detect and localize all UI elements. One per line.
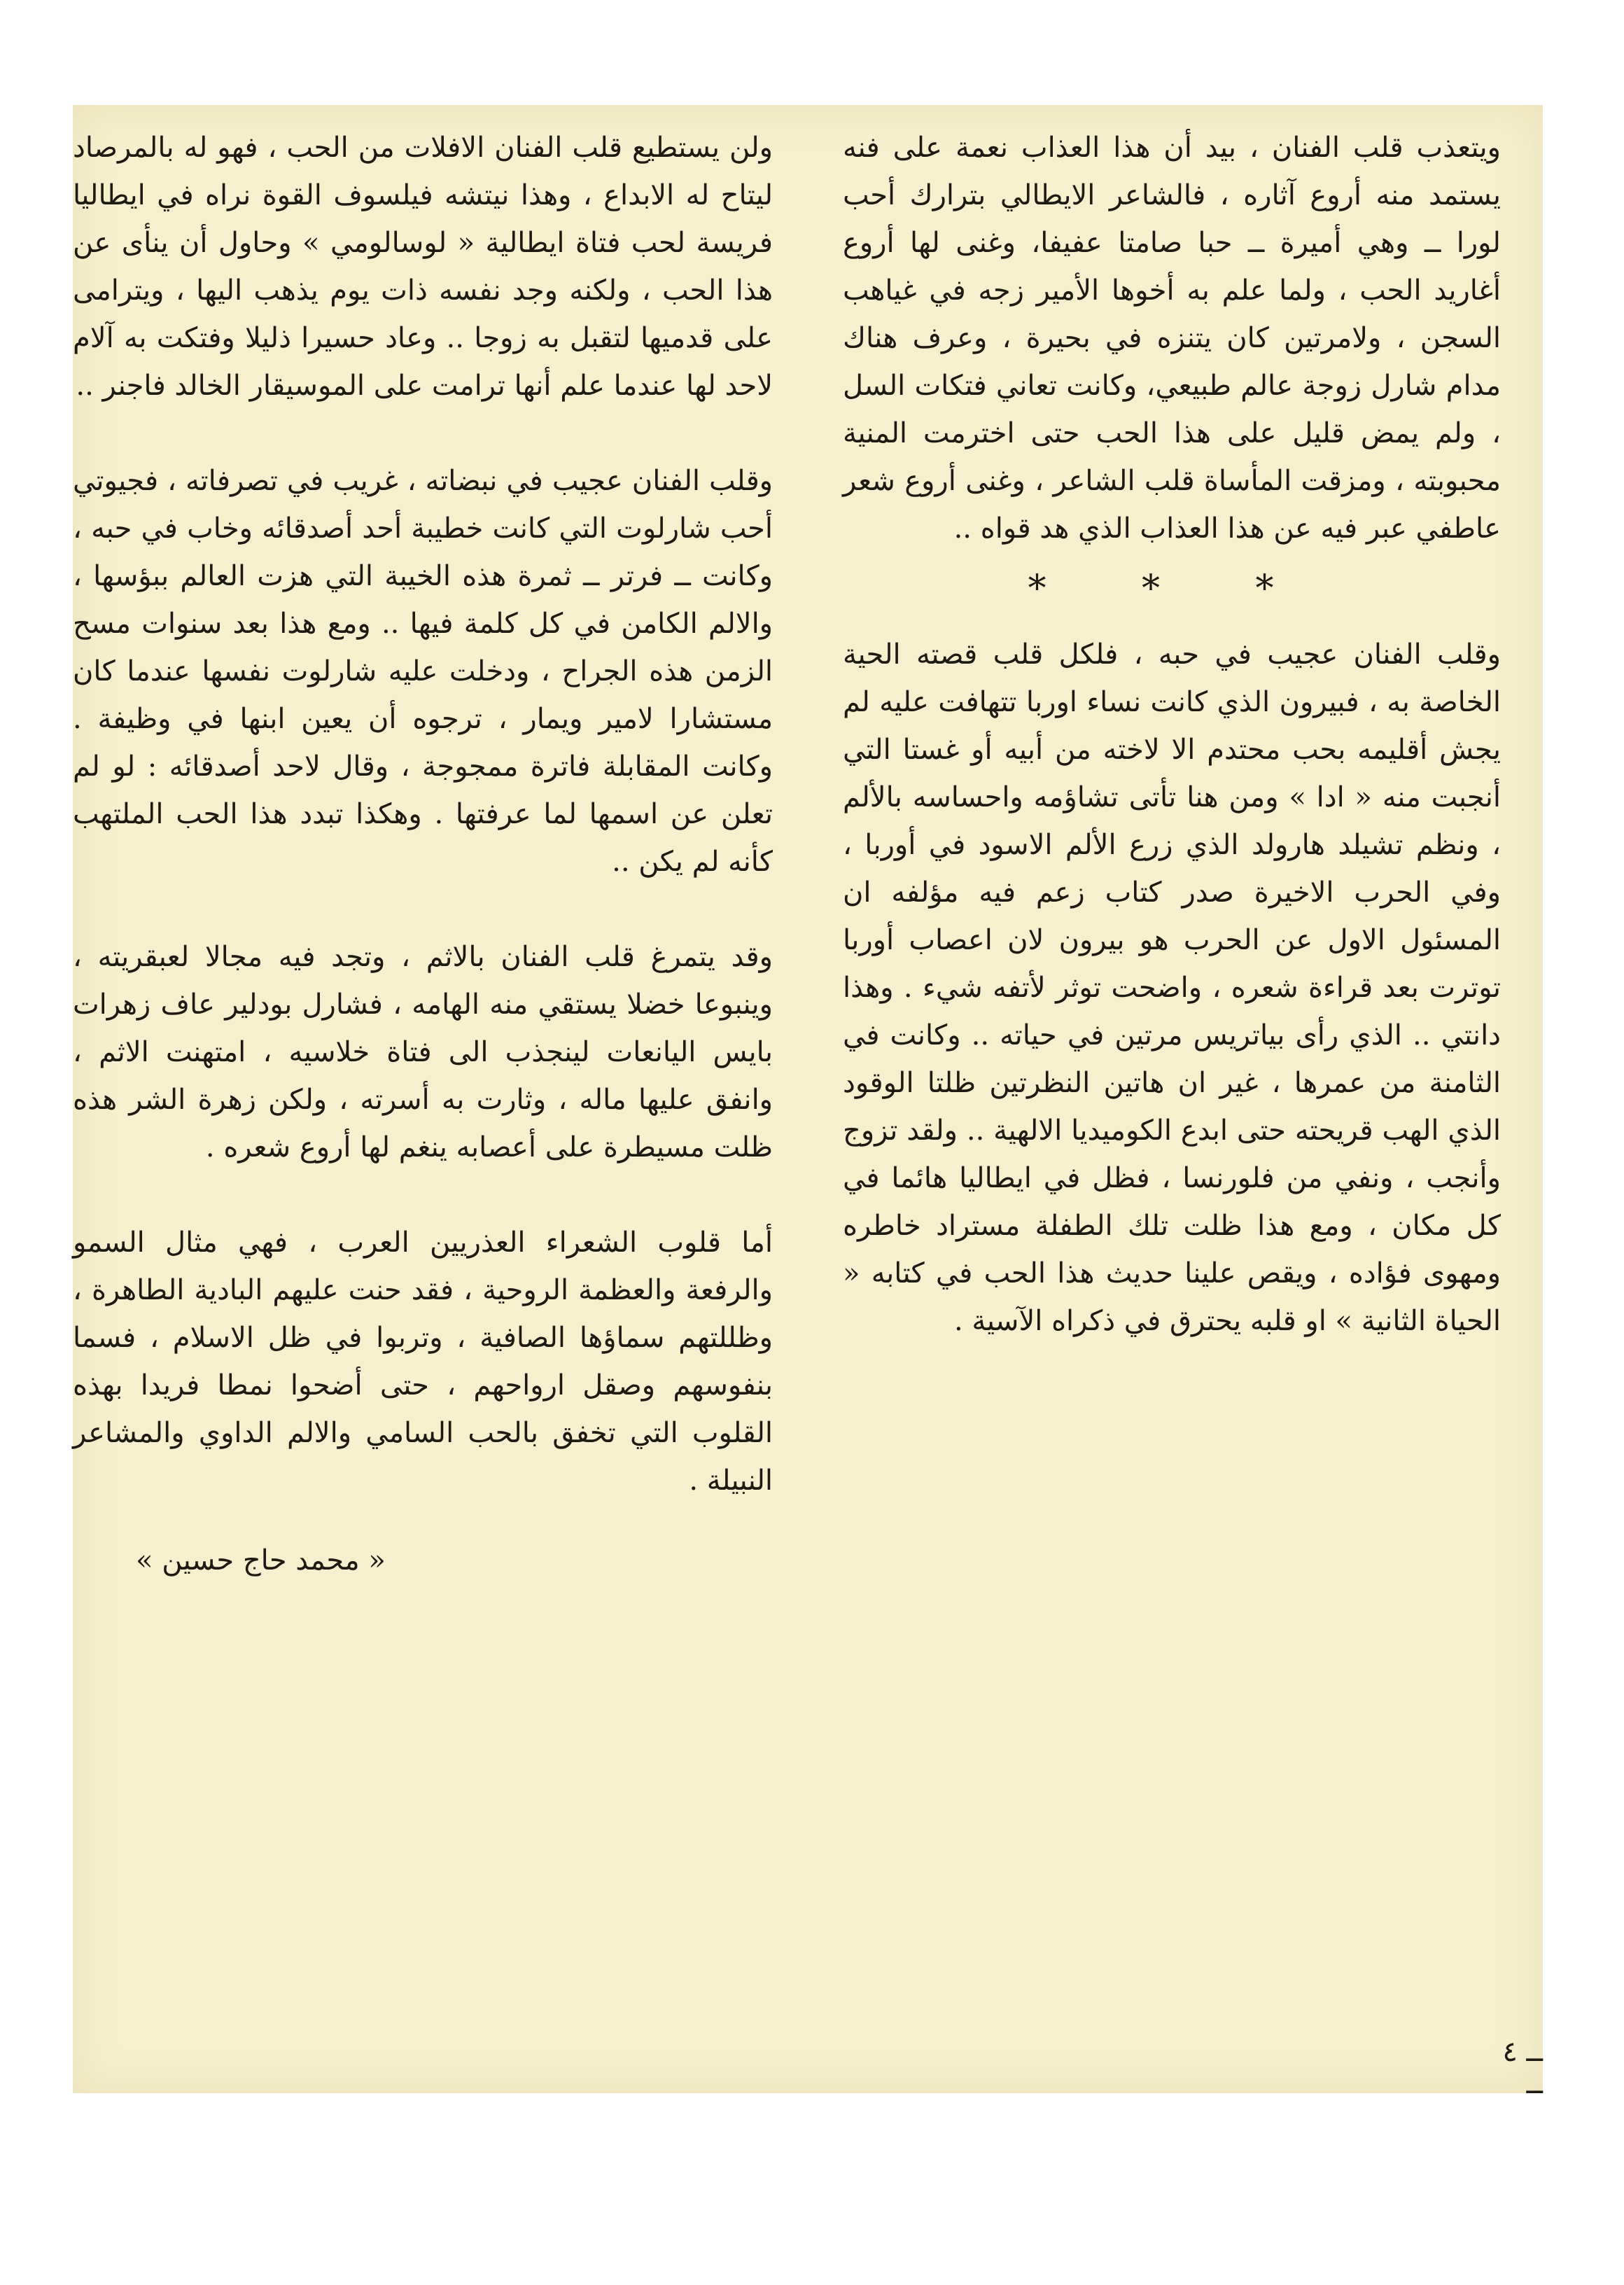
- right-column: [843, 105, 1501, 1345]
- paragraph: ويتعذب قلب الفنان ، بيد أن هذا العذاب نعمة على فنه يستمد منه أروع آثاره ، فالشاعر الايطالي بترارك أحب لورا ــ وهي أميرة ــ حبا صامتا عفيفا، وغنى لها أروع أغاريد الحب ، ولما علم به أخوها الأمير زجه في غياهب السجن ، ولامرتين كان يتنزه في بحيرة ، وعرف هناك مدام شارل زوجة عالم طبيعي، وكانت تعاني فتكات السل ، ولم يمض قليل على هذا الحب حتى اخترمت المنية محبوبته ، ومزقت المأساة قلب الشاعر ، وغنى أروع شعر عاطفي عبر فيه عن هذا العذاب الذي هد قواه ..: [843, 132, 1501, 545]
- paragraph: وقلب الفنان عجيب في حبه ، فلكل قلب قصته الحية الخاصة به ، فبيرون الذي كانت نساء اوربا تتهافت عليه لم يجش أقليمه بحب محتدم الا لاخته من أبيه أو غستا التي أنجبت منه « ادا » ومن هنا تأتى تشاؤمه واحساسه بالألم ، ونظم تشيلد هارولد الذي زرع الألم الاسود في أوربا ، وفي الحرب الاخيرة صدر كتاب زعم فيه مؤلفه ان المسئول الاول عن الحرب هو بيرون لان اعصاب أوربا توترت بعد قراءة شعره ، واضحت توثر لأتفه شيء . وهذا دانتي .. الذي رأى بياتريس مرتين في حياته .. وكانت في الثامنة من عمرها ، غير ان هاتين النظرتين ظلتا الوقود الذي الهب قريحته حتى ابدع الكوميديا الالهية .. ولقد تزوج وأنجب ، ونفي من فلورنسا ، فظل في ايطاليا هائما في كل مكان ، ومع هذا ظلت تلك الطفلة مستراد خاطره ومهوى فؤاده ، ويقص علينا حديث هذا الحب في كتابه « الحياة الثانية » او قلبه يحترق في ذكراه الآسية .: [843, 638, 1501, 1337]
- author-signature: « محمد حاج حسين »: [136, 1544, 386, 1577]
- paragraph: وقد يتمرغ قلب الفنان بالاثم ، وتجد فيه مجالا لعبقريته ، وينبوعا خضلا يستقي منه الهامه ، فشارل بودلير عاف زهرات بايس اليانعات لينجذب الى فتاة خلاسيه ، امتهنت الاثم ، وانفق عليها ماله ، وثارت به أسرته ، ولكن زهرة الشر هذه ظلت مسيطرة على أعصابه ينغم لها أروع شعره .: [73, 941, 773, 1164]
- paragraph: أما قلوب الشعراء العذريين العرب ، فهي مثال السمو والرفعة والعظمة الروحية ، فقد حنت عليهم البادية الطاهرة ، وظللتهم سماؤها الصافية ، وتربوا في ظل الاسلام ، فسما بنفوسهم وصقل ارواحهم ، حتى أضحوا نمطا فريدا بهذه القلوب التي تخفق بالحب السامي والالم الداوي والمشاعر النبيلة .: [73, 1227, 774, 1497]
- paragraph: وقلب الفنان عجيب في نبضاته ، غريب في تصرفاته ، فجيوتي أحب شارلوت التي كانت خطيبة أحد أصدقائه وخاب في حبه ، وكانت ــ فرتر ــ ثمرة هذه الخيبة التي هزت العالم ببؤسها ، والالم الكامن في كل كلمة فيها .. ومع هذا بعد سنوات مسح الزمن هذه الجراح ، ودخلت عليه شارلوت نفسها عندما كان مستشارا لامير ويمار ، ترجوه أن يعين ابنها في وظيفة . وكانت المقابلة فاترة ممجوجة ، وقال لاحد أصدقائه : لو لم تعلن عن اسمها لما عرفتها . وهكذا تبدد هذا الحب الملتهب كأنه لم يكن ..: [73, 465, 773, 878]
- section-separator: * * *: [1028, 568, 1316, 610]
- page-paper: [73, 105, 1543, 2100]
- page-number: ــ ٤ ــ: [1502, 2036, 1543, 2100]
- left-column: [73, 105, 773, 1584]
- paragraph: ولن يستطيع قلب الفنان الافلات من الحب ، فهو له بالمرصاد ليتاح له الابداع ، وهذا نيتشه فيلسوف القوة نراه في ايطاليا فريسة لحب فتاة ايطالية « لوسالومي » وحاول أن ينأى عن هذا الحب ، ولكنه وجد نفسه ذات يوم يذهب اليها ، ويترامى على قدميها لتقبل به زوجا .. وعاد حسيرا ذليلا وفتكت به آلام لاحد لها عندما علم أنها ترامت على الموسيقار الخالد فاجنر ..: [73, 132, 774, 402]
